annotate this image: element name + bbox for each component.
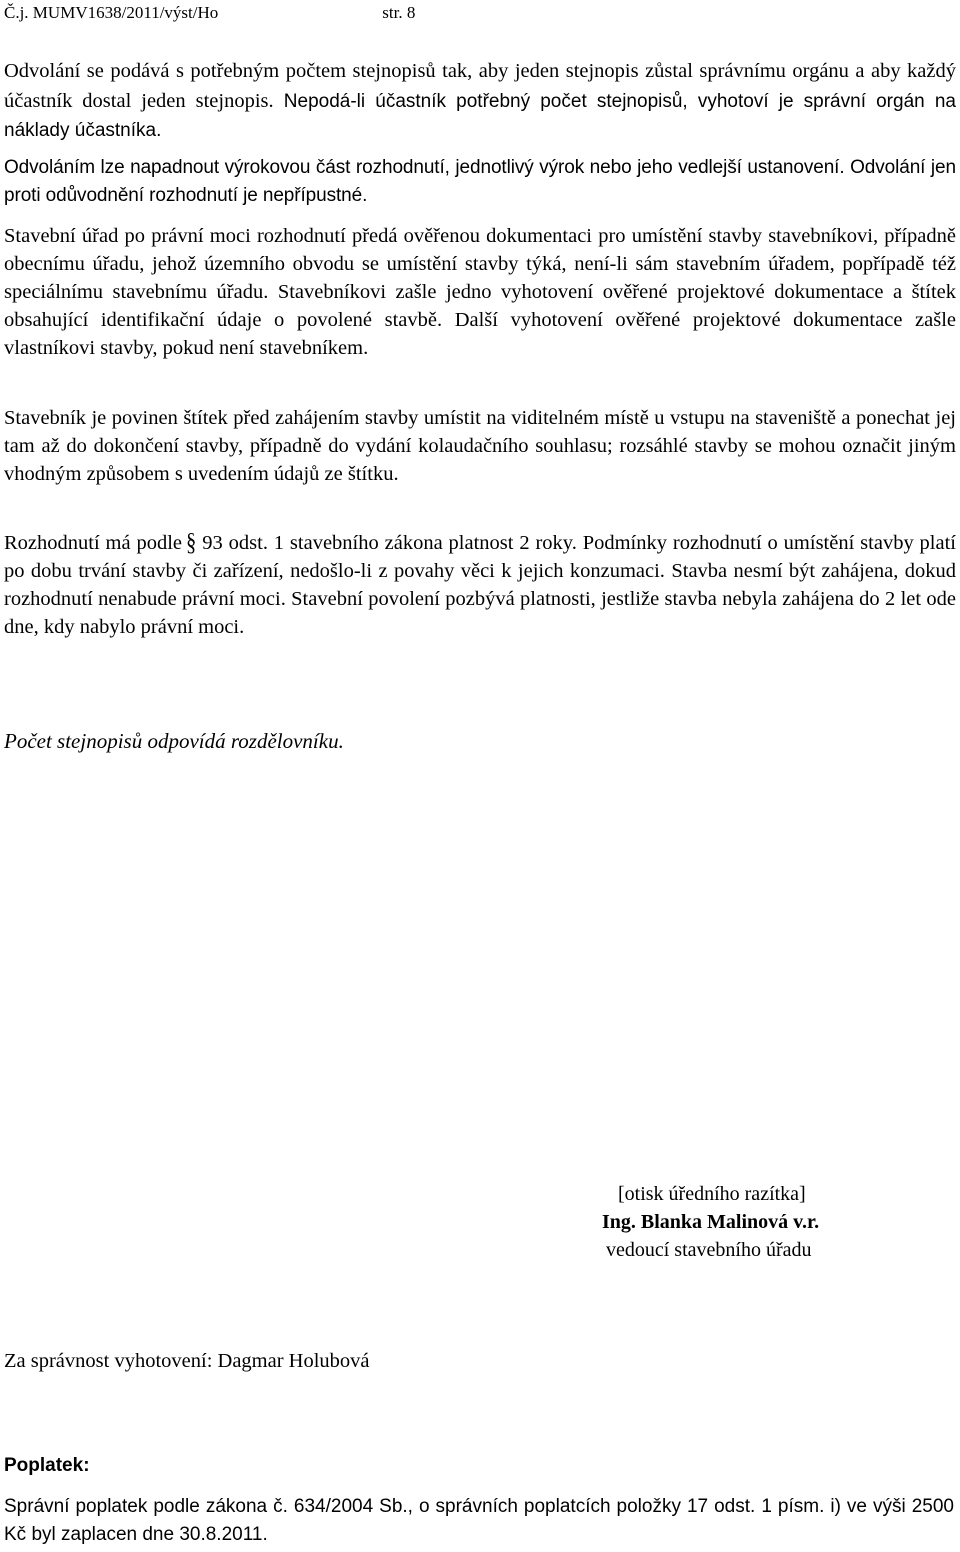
appeal-copies-text-1: Odvolání se podává s potřebným počtem stejnopisů tak, aby jeden stejnopis zůstal správnímu orgánu a aby každý účastník dostal jeden stejnopis. [4, 60, 956, 112]
stamp-placeholder: [otisk úředního razítka] [618, 1183, 806, 1205]
site-label-paragraph: Stavebník je povinen štítek před zahájením stavby umístit na viditelném místě u vstupu na staveniště a ponechat jej tam až do dokončení stavby, případně do vydání kolaudačního souhlasu; rozsáhlé stavby se mohou označit jiným vhodným způsobem s uvedením údajů ze štítku. [4, 407, 956, 485]
validity-text-start: Rozhodnutí má podle [4, 532, 183, 554]
appeal-copies-paragraph [4, 57, 956, 146]
validity-paragraph [4, 529, 956, 641]
page-number: str. 8 [382, 3, 416, 22]
document-header [4, 2, 415, 24]
appeal-copies-text-2: Nepodá-li účastník potřebný počet stejnopisů, vyhotoví je správní orgán na náklady účastníka. [4, 91, 956, 141]
documentation-paragraph: Stavební úřad po právní moci rozhodnutí předá ověřenou dokumentaci pro umístění stavby stavebníkovi, případně obecnímu úřadu, jehož územního obvodu se umístění stavby týká, není-li sám stavebním úřadem, popřípadě též speciálnímu stavebnímu úřadu. Stavebníkovi zašle jedno vyhotovení ověřené projektové dokumentace a štítek obsahující identifikační údaje o povolené stavbě. Další vyhotovení ověřené projektové dokumentace zašle vlastníkovi stavby, pokud není stavebníkem. [4, 225, 956, 359]
validity-text-end: 93 odst. 1 stavebního zákona platnost 2 roky. Podmínky rozhodnutí o umístění stavby platí po dobu trvání stavby či zařízení, nedošlo-li z povahy věci k jejich konzumaci. Stavba nesmí být zahájena, dokud rozhodnutí nenabude právní moci. Stavební povolení pozbývá platnosti, jestliže stavba nebyla zahájena do 2 let ode dne, kdy nabylo právní moci. [4, 532, 956, 638]
section-sign: § [186, 529, 197, 557]
correctness-statement: Za správnost vyhotovení: Dagmar Holubová [4, 1350, 370, 1372]
appeal-scope-paragraph: Odvoláním lze napadnout výrokovou část rozhodnutí, jednotlivý výrok nebo jeho vedlejší ustanovení. Odvolání jen proti odůvodnění rozhodnutí je nepřípustné. [4, 157, 956, 206]
reference-number: Č.j. MUMV1638/2011/výst/Ho [4, 3, 219, 22]
copies-distribution-note: Počet stejnopisů odpovídá rozdělovníku. [4, 729, 344, 753]
fee-heading: Poplatek: [4, 1455, 90, 1476]
signatory-role: vedoucí stavebního úřadu [606, 1239, 812, 1261]
signature-block [600, 1180, 880, 1264]
fee-text: Správní poplatek podle zákona č. 634/2004 Sb., o správních poplatcích položky 17 odst. 1 písm. i) ve výši 2500 Kč byl zaplacen dne 30.8.2011. [4, 1496, 954, 1545]
signatory-name: Ing. Blanka Malinová v.r. [602, 1211, 820, 1233]
